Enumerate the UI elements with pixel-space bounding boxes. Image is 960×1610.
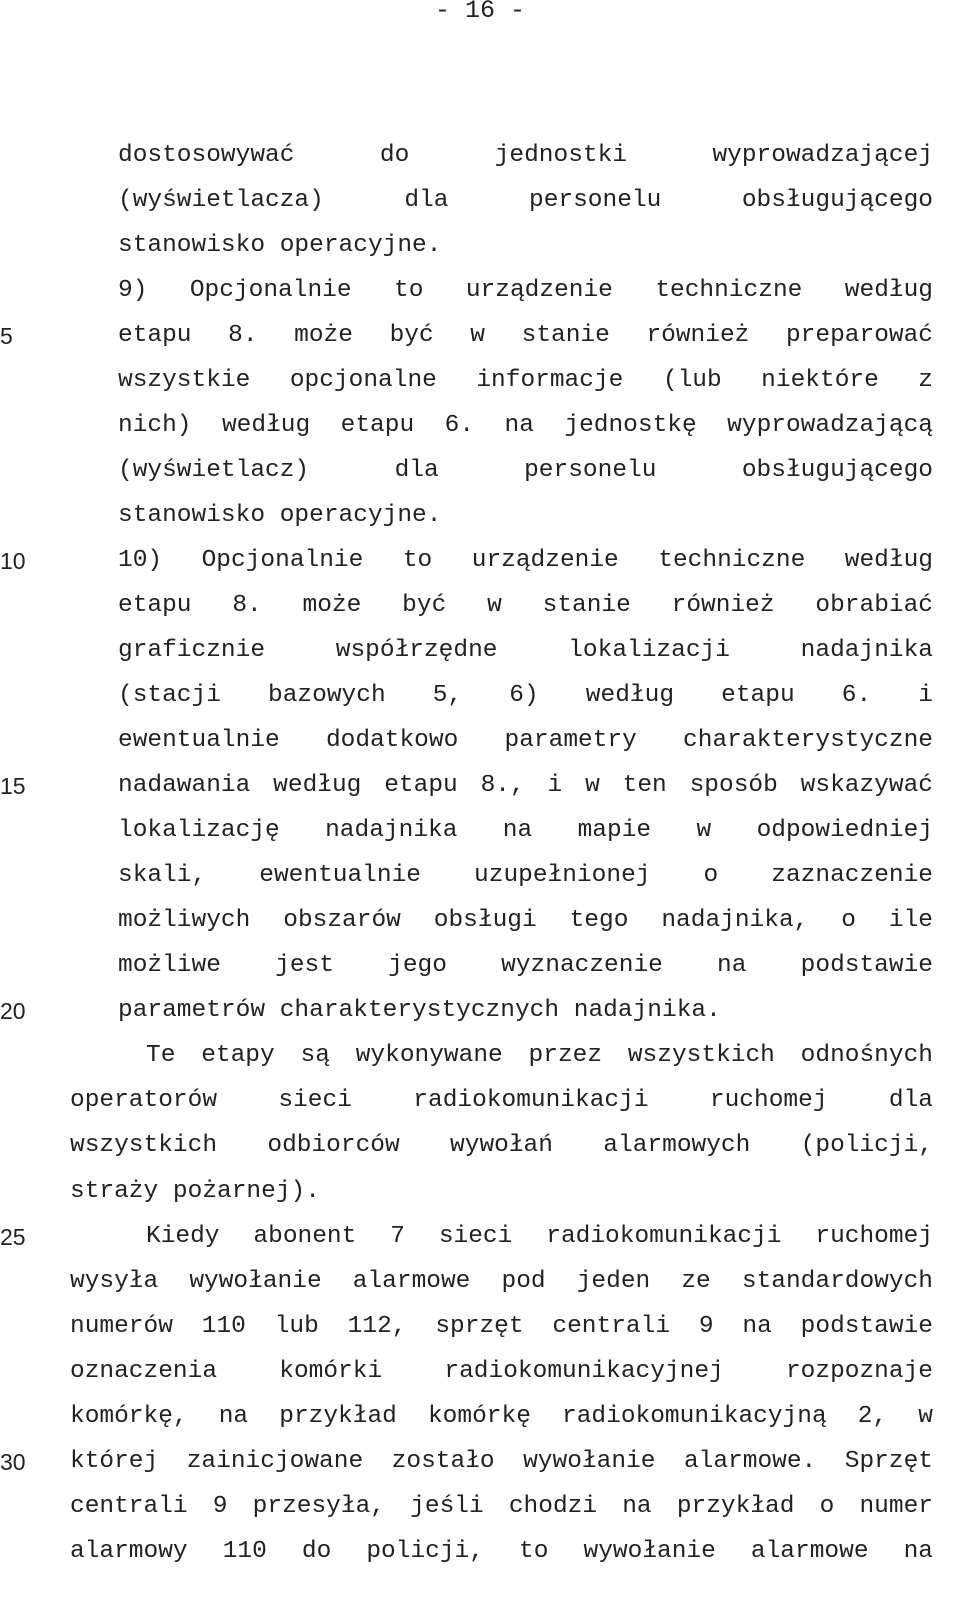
text-line: lokalizację nadajnika na mapie w odpowiedniej: [118, 817, 933, 844]
text-line: ewentualnie dodatkowo parametry charakterystyczne: [118, 727, 933, 754]
line-marker-15: 15: [0, 773, 26, 799]
text-line: wszystkie opcjonalne informacje (lub niektóre z: [118, 367, 933, 394]
text-line: skali, ewentualnie uzupełnionej o zaznaczenie: [118, 862, 933, 889]
text-line: której zainicjowane zostało wywołanie alarmowe. Sprzęt: [70, 1448, 933, 1475]
text-line: 9) Opcjonalnie to urządzenie techniczne według: [118, 277, 933, 304]
text-line: graficznie współrzędne lokalizacji nadajnika: [118, 637, 933, 664]
text-line: wszystkich odbiorców wywołań alarmowych (policji,: [70, 1132, 933, 1159]
text-line: Kiedy abonent 7 sieci radiokomunikacji ruchomej: [146, 1223, 933, 1250]
text-line: operatorów sieci radiokomunikacji ruchomej dla: [70, 1087, 933, 1114]
page-number: - 16 -: [434, 0, 525, 25]
text-line: etapu 8. może być w stanie również obrabiać: [118, 592, 933, 619]
text-line: 10) Opcjonalnie to urządzenie techniczne według: [118, 547, 933, 574]
text-line: Te etapy są wykonywane przez wszystkich odnośnych: [146, 1042, 933, 1069]
text-line: (wyświetlacz) dla personelu obsługującego: [118, 457, 933, 484]
text-line: alarmowy 110 do policji, to wywołanie alarmowe na: [70, 1538, 933, 1565]
text-line: nich) według etapu 6. na jednostkę wyprowadzającą: [118, 412, 933, 439]
text-line: stanowisko operacyjne.: [118, 232, 442, 259]
text-line: numerów 110 lub 112, sprzęt centrali 9 na podstawie: [70, 1313, 933, 1340]
line-marker-30: 30: [0, 1449, 26, 1475]
text-line: centrali 9 przesyła, jeśli chodzi na przykład o numer: [70, 1493, 933, 1520]
text-line: etapu 8. może być w stanie również preparować: [118, 322, 933, 349]
text-line: wysyła wywołanie alarmowe pod jeden ze standardowych: [70, 1268, 933, 1295]
line-marker-25: 25: [0, 1224, 26, 1250]
text-line: stanowisko operacyjne.: [118, 502, 442, 529]
text-line: nadawania według etapu 8., i w ten sposób wskazywać: [118, 772, 933, 799]
line-marker-10: 10: [0, 548, 26, 574]
text-line: straży pożarnej).: [70, 1178, 320, 1205]
text-line: (wyświetlacza) dla personelu obsługującego: [118, 187, 933, 214]
text-line: możliwych obszarów obsługi tego nadajnika, o ile: [118, 907, 933, 934]
line-marker-5: 5: [0, 323, 13, 349]
text-line: dostosowywać do jednostki wyprowadzającej: [118, 142, 933, 169]
text-line: możliwe jest jego wyznaczenie na podstawie: [118, 952, 933, 979]
line-marker-20: 20: [0, 998, 26, 1024]
text-line: oznaczenia komórki radiokomunikacyjnej rozpoznaje: [70, 1358, 933, 1385]
text-line: komórkę, na przykład komórkę radiokomunikacyjną 2, w: [70, 1403, 933, 1430]
text-line: (stacji bazowych 5, 6) według etapu 6. i: [118, 682, 933, 709]
text-line: parametrów charakterystycznych nadajnika.: [118, 997, 721, 1024]
